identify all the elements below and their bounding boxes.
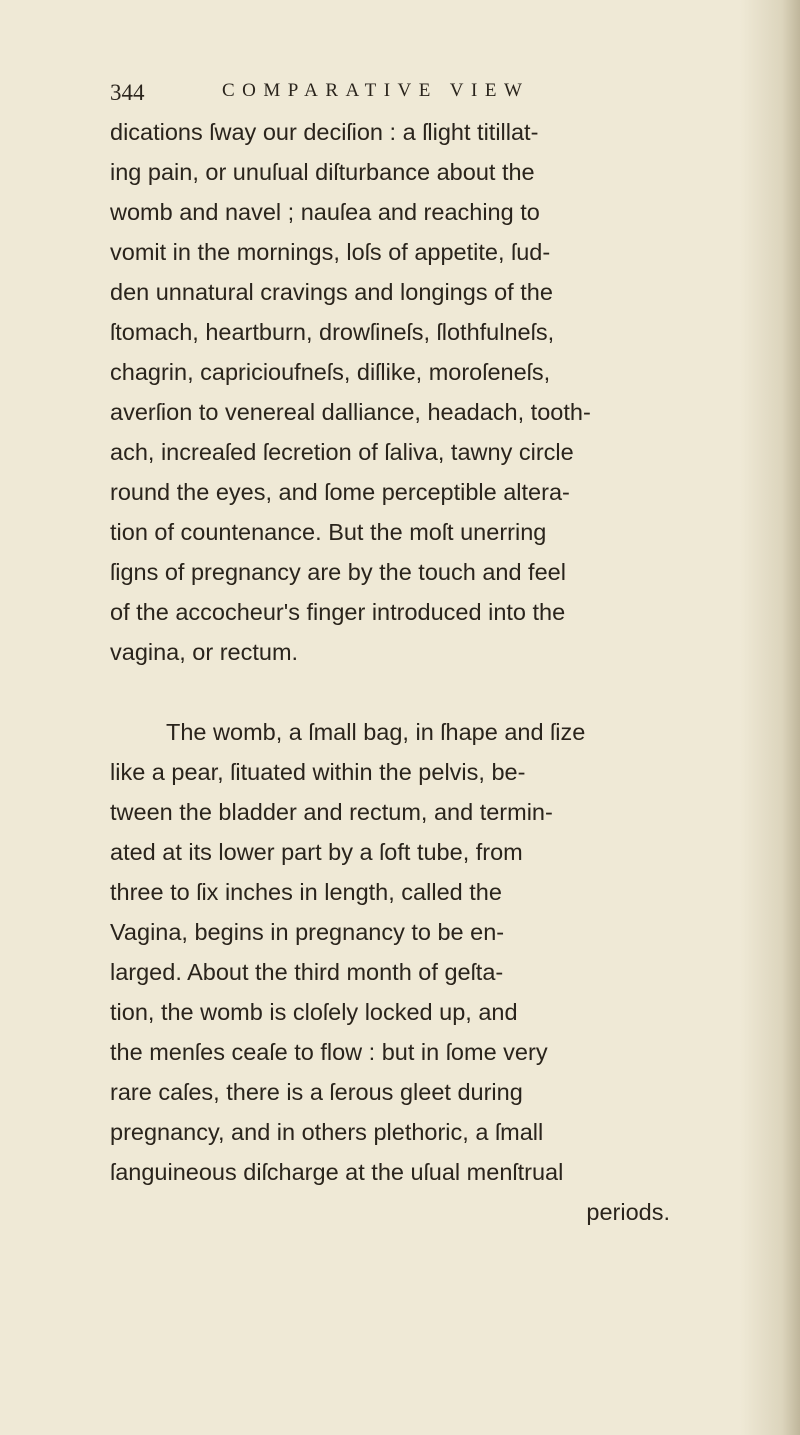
text-line: of the accocheur's finger introduced into the (110, 599, 566, 625)
text-line: ſanguineous diſcharge at the uſual menſtrual (110, 1159, 564, 1185)
text-line: ated at its lower part by a ſoft tube, from (110, 839, 523, 865)
text-line: pregnancy, and in others plethoric, a ſmall (110, 1119, 544, 1145)
text-line: The womb, a ſmall bag, in ſhape and ſize (166, 719, 586, 745)
text-line: the menſes ceaſe to flow : but in ſome very (110, 1039, 548, 1065)
text-line: womb and navel ; nauſea and reaching to (110, 199, 540, 225)
page-number: 344 (110, 80, 145, 105)
text-line: ſigns of pregnancy are by the touch and feel (110, 559, 566, 585)
text-line: vagina, or rectum. (110, 639, 299, 665)
text-line: dications ſway our deciſion : a ſlight titillat- (110, 119, 539, 145)
text-line: averſion to venereal dalliance, headach, tooth- (110, 399, 591, 425)
text-line: vomit in the mornings, loſs of appetite, ſud- (110, 239, 551, 265)
text-line: ſtomach, heartburn, drowſineſs, ſlothfulneſs, (110, 319, 555, 345)
running-head (110, 72, 670, 112)
text-line: ach, increaſed ſecretion of ſaliva, tawny circle (110, 439, 574, 465)
text-line: rare caſes, there is a ſerous gleet during (110, 1079, 523, 1105)
text-line: tween the bladder and rectum, and termin- (110, 799, 553, 825)
text-line: like a pear, ſituated within the pelvis, be- (110, 759, 526, 785)
text-line: larged. About the third month of geſta- (110, 959, 504, 985)
paragraph-gap (110, 672, 670, 712)
page-edge-shadow (740, 0, 800, 1435)
text-line: Vagina, begins in pregnancy to be en- (110, 919, 505, 945)
text-line: periods. (586, 1199, 670, 1225)
text-line: den unnatural cravings and longings of the (110, 279, 553, 305)
text-line: tion of countenance. But the moſt unerring (110, 519, 547, 545)
text-line: tion, the womb is cloſely locked up, and (110, 999, 518, 1025)
body-text (110, 112, 670, 1232)
running-title: COMPARATIVE VIEW (222, 80, 530, 101)
text-line: round the eyes, and ſome perceptible altera- (110, 479, 570, 505)
text-line: ing pain, or unuſual diſturbance about the (110, 159, 535, 185)
text-line: three to ſix inches in length, called the (110, 879, 502, 905)
text-line: chagrin, capricioufneſs, diſlike, moroſeneſs, (110, 359, 551, 385)
